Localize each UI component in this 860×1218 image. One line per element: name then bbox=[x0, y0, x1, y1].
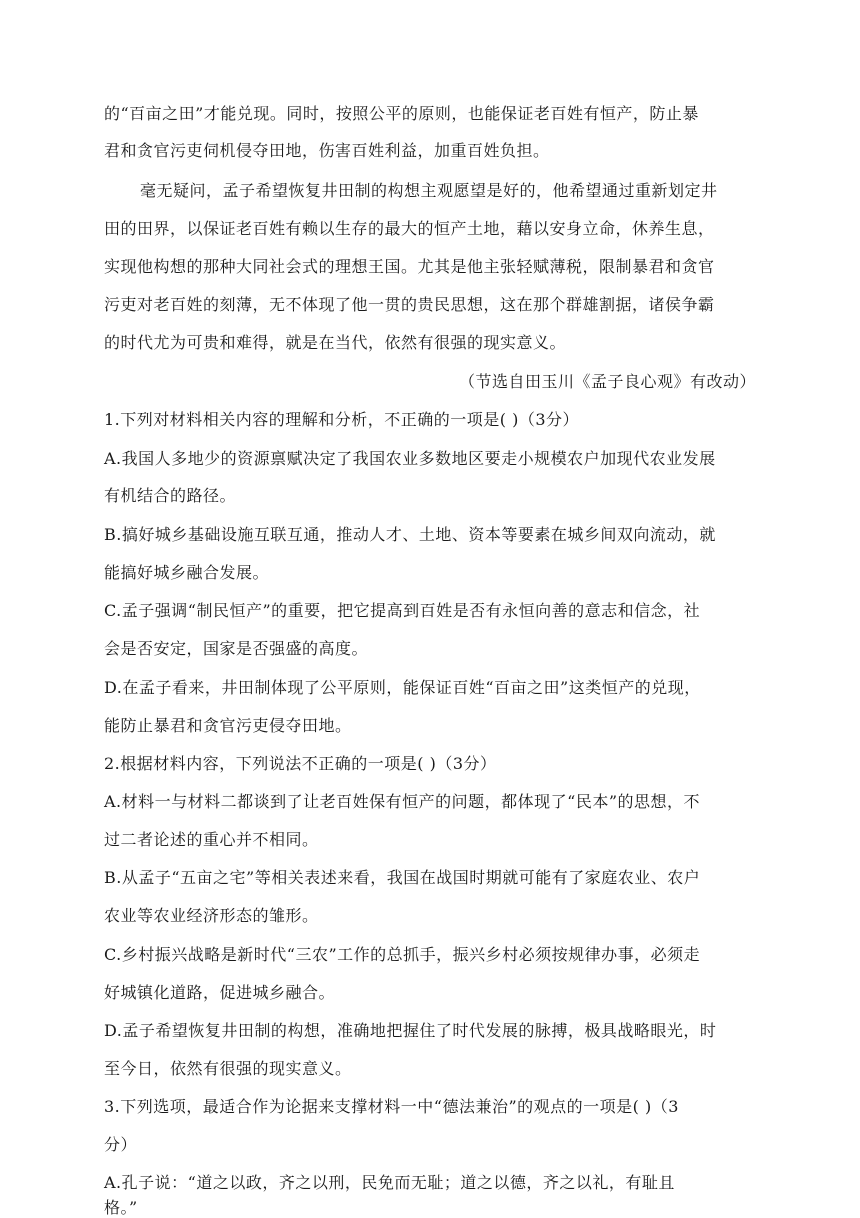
question-1-option-d-cont: 能防止暴君和贪官污吏侵夺田地。 bbox=[104, 716, 352, 735]
question-3-stem-cont: 分） bbox=[104, 1135, 138, 1154]
passage-paragraph-start: 毫无疑问，孟子希望恢复井田制的构想主观愿望是好的，他希望通过重新划定井 bbox=[140, 181, 718, 200]
passage-line: 君和贪官污吏伺机侵夺田地，伤害百姓利益，加重百姓负担。 bbox=[104, 141, 550, 160]
question-2-option-d: D.孟子希望恢复井田制的构想，准确地把握住了时代发展的脉搏，极具战略眼光，时 bbox=[104, 1021, 717, 1040]
question-3-option-a-cont: 格。” bbox=[104, 1198, 138, 1217]
question-1-option-b: B.搞好城乡基础设施互联互通，推动人才、土地、资本等要素在城乡间双向流动，就 bbox=[104, 525, 716, 544]
passage-line: 的“百亩之田”才能兑现。同时，按照公平的原则，也能保证老百姓有恒产，防止暴 bbox=[104, 104, 699, 123]
question-2-option-a: A.材料一与材料二都谈到了让老百姓保有恒产的问题，都体现了“民本”的思想，不 bbox=[104, 792, 701, 811]
question-3-stem: 3.下列选项，最适合作为论据来支撑材料一中“德法兼治”的观点的一项是( )（3 bbox=[104, 1097, 679, 1116]
question-2-option-b: B.从孟子“五亩之宅”等相关表述来看，我国在战国时期就可能有了家庭农业、农户 bbox=[104, 868, 701, 887]
passage-line: 实现他构想的那种大同社会式的理想王国。尤其是他主张轻赋薄税，限制暴君和贪官 bbox=[104, 257, 715, 276]
question-1-option-a-cont: 有机结合的路径。 bbox=[104, 486, 237, 505]
question-2-option-c: C.乡村振兴战略是新时代“三农”工作的总抓手，振兴乡村必须按规律办事，必须走 bbox=[104, 945, 701, 964]
question-1-stem: 1.下列对材料相关内容的理解和分析，不正确的一项是( )（3分） bbox=[104, 410, 580, 429]
question-1-option-a: A.我国人多地少的资源禀赋决定了我国农业多数地区要走小规模农户加现代农业发展 bbox=[104, 449, 716, 468]
question-2-option-c-cont: 好城镇化道路，促进城乡融合。 bbox=[104, 983, 336, 1002]
passage-source: （节选自田玉川《孟子良心观》有改动） bbox=[458, 372, 756, 391]
passage-line: 的时代尤为可贵和难得，就是在当代，依然有很强的现实意义。 bbox=[104, 333, 567, 352]
question-2-option-b-cont: 农业等农业经济形态的雏形。 bbox=[104, 906, 319, 925]
passage-line: 污吏对老百姓的刻薄，无不体现了他一贯的贵民思想，这在那个群雄割据，诸侯争霸 bbox=[104, 295, 715, 314]
question-2-option-a-cont: 过二者论述的重心并不相同。 bbox=[104, 830, 319, 849]
question-1-option-c-cont: 会是否安定，国家是否强盛的高度。 bbox=[104, 639, 369, 658]
question-3-option-a: A.孔子说：“道之以政，齐之以刑，民免而无耻；道之以德，齐之以礼，有耻且 bbox=[104, 1173, 675, 1192]
passage-line: 田的田界，以保证老百姓有赖以生存的最大的恒产土地，藉以安身立命，休养生息， bbox=[104, 219, 715, 238]
question-1-option-b-cont: 能搞好城乡融合发展。 bbox=[104, 563, 270, 582]
question-2-stem: 2.根据材料内容，下列说法不正确的一项是( )（3分） bbox=[104, 754, 497, 773]
question-1-option-d: D.在孟子看来，井田制体现了公平原则，能保证百姓“百亩之田”这类恒产的兑现， bbox=[104, 678, 701, 697]
question-2-option-d-cont: 至今日，依然有很强的现实意义。 bbox=[104, 1059, 352, 1078]
question-1-option-c: C.孟子强调“制民恒产”的重要，把它提高到百姓是否有永恒向善的意志和信念，社 bbox=[104, 601, 701, 620]
